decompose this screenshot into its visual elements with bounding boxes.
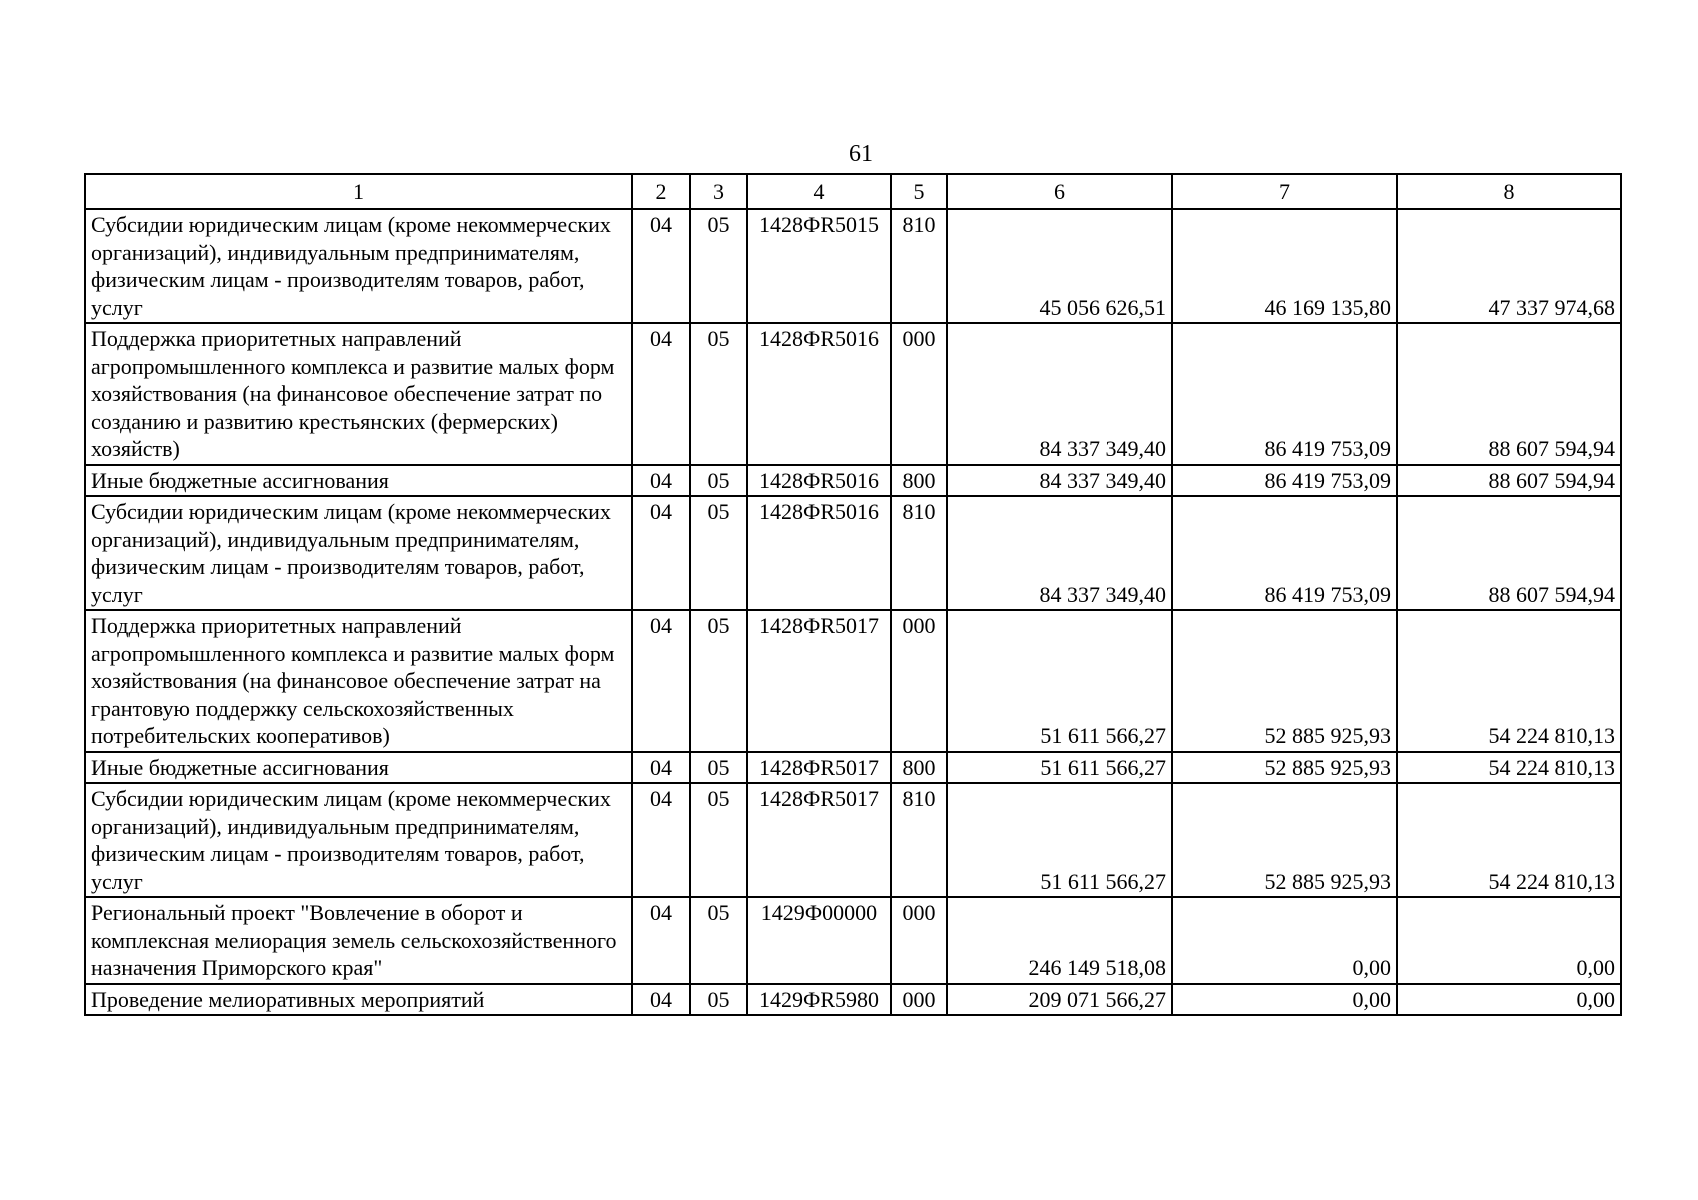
target-article-code: 1429Ф00000 [747,897,891,984]
target-article-code: 1428ФR5015 [747,209,891,323]
header-cell: 7 [1172,174,1397,209]
amount-col-6: 84 337 349,40 [947,496,1172,610]
table-row [85,496,1621,610]
item-name: Субсидии юридическим лицам (кроме некоммерческих организаций), индивидуальным предпринимателям, физическим лицам - производителям товаров, работ, услуг [85,209,632,323]
table-row [85,465,1621,497]
expense-type-code: 810 [891,496,947,610]
header-cell: 5 [891,174,947,209]
amount-col-7: 86 419 753,09 [1172,496,1397,610]
amount-col-8: 54 224 810,13 [1397,752,1621,784]
page-number-text: 61 [849,141,873,167]
target-article-code: 1429ФR5980 [747,984,891,1016]
amount-col-7: 52 885 925,93 [1172,783,1397,897]
section-code: 04 [632,897,690,984]
section-code: 04 [632,209,690,323]
table-row [85,984,1621,1016]
subsection-code: 05 [690,984,747,1016]
amount-col-8: 54 224 810,13 [1397,610,1621,752]
amount-col-8: 88 607 594,94 [1397,323,1621,465]
amount-col-6: 51 611 566,27 [947,610,1172,752]
amount-col-6: 51 611 566,27 [947,783,1172,897]
amount-col-7: 0,00 [1172,897,1397,984]
target-article-code: 1428ФR5016 [747,496,891,610]
section-code: 04 [632,783,690,897]
item-name: Иные бюджетные ассигнования [85,465,632,497]
amount-col-7: 52 885 925,93 [1172,752,1397,784]
target-article-code: 1428ФR5016 [747,323,891,465]
expense-type-code: 000 [891,323,947,465]
table-row [85,323,1621,465]
section-code: 04 [632,984,690,1016]
item-name: Иные бюджетные ассигнования [85,752,632,784]
target-article-code: 1428ФR5017 [747,610,891,752]
header-cell: 3 [690,174,747,209]
expense-type-code: 000 [891,984,947,1016]
table-row [85,783,1621,897]
header-cell: 6 [947,174,1172,209]
table-row [85,610,1621,752]
expense-type-code: 810 [891,209,947,323]
table-header-row [85,174,1621,209]
budget-table [84,173,1622,1016]
section-code: 04 [632,323,690,465]
subsection-code: 05 [690,209,747,323]
expense-type-code: 800 [891,752,947,784]
table-row [85,209,1621,323]
item-name: Поддержка приоритетных направлений агропромышленного комплекса и развитие малых форм хозяйствования (на финансовое обеспечение затрат по созданию и развитию крестьянских (фермерских) хозяйств) [85,323,632,465]
amount-col-7: 86 419 753,09 [1172,465,1397,497]
amount-col-7: 0,00 [1172,984,1397,1016]
amount-col-7: 86 419 753,09 [1172,323,1397,465]
subsection-code: 05 [690,752,747,784]
section-code: 04 [632,465,690,497]
expense-type-code: 000 [891,610,947,752]
amount-col-6: 51 611 566,27 [947,752,1172,784]
amount-col-6: 45 056 626,51 [947,209,1172,323]
header-cell: 2 [632,174,690,209]
item-name: Поддержка приоритетных направлений агропромышленного комплекса и развитие малых форм хозяйствования (на финансовое обеспечение затрат на грантовую поддержку сельскохозяйственных потребительских кооперативов) [85,610,632,752]
subsection-code: 05 [690,783,747,897]
section-code: 04 [632,752,690,784]
amount-col-6: 84 337 349,40 [947,465,1172,497]
target-article-code: 1428ФR5017 [747,752,891,784]
section-code: 04 [632,496,690,610]
subsection-code: 05 [690,610,747,752]
section-code: 04 [632,610,690,752]
subsection-code: 05 [690,496,747,610]
amount-col-6: 209 071 566,27 [947,984,1172,1016]
amount-col-6: 84 337 349,40 [947,323,1172,465]
page-number [0,140,1698,168]
subsection-code: 05 [690,323,747,465]
subsection-code: 05 [690,465,747,497]
amount-col-6: 246 149 518,08 [947,897,1172,984]
amount-col-8: 54 224 810,13 [1397,783,1621,897]
item-name: Субсидии юридическим лицам (кроме некоммерческих организаций), индивидуальным предпринимателям, физическим лицам - производителям товаров, работ, услуг [85,783,632,897]
table-row [85,897,1621,984]
expense-type-code: 810 [891,783,947,897]
amount-col-7: 52 885 925,93 [1172,610,1397,752]
target-article-code: 1428ФR5017 [747,783,891,897]
amount-col-8: 0,00 [1397,897,1621,984]
item-name: Проведение мелиоративных мероприятий [85,984,632,1016]
amount-col-8: 88 607 594,94 [1397,496,1621,610]
target-article-code: 1428ФR5016 [747,465,891,497]
header-cell: 4 [747,174,891,209]
expense-type-code: 800 [891,465,947,497]
item-name: Региональный проект "Вовлечение в оборот и комплексная мелиорация земель сельскохозяйственного назначения Приморского края" [85,897,632,984]
amount-col-8: 47 337 974,68 [1397,209,1621,323]
amount-col-8: 88 607 594,94 [1397,465,1621,497]
amount-col-7: 46 169 135,80 [1172,209,1397,323]
amount-col-8: 0,00 [1397,984,1621,1016]
subsection-code: 05 [690,897,747,984]
table-row [85,752,1621,784]
header-cell: 8 [1397,174,1621,209]
header-cell: 1 [85,174,632,209]
item-name: Субсидии юридическим лицам (кроме некоммерческих организаций), индивидуальным предпринимателям, физическим лицам - производителям товаров, работ, услуг [85,496,632,610]
expense-type-code: 000 [891,897,947,984]
